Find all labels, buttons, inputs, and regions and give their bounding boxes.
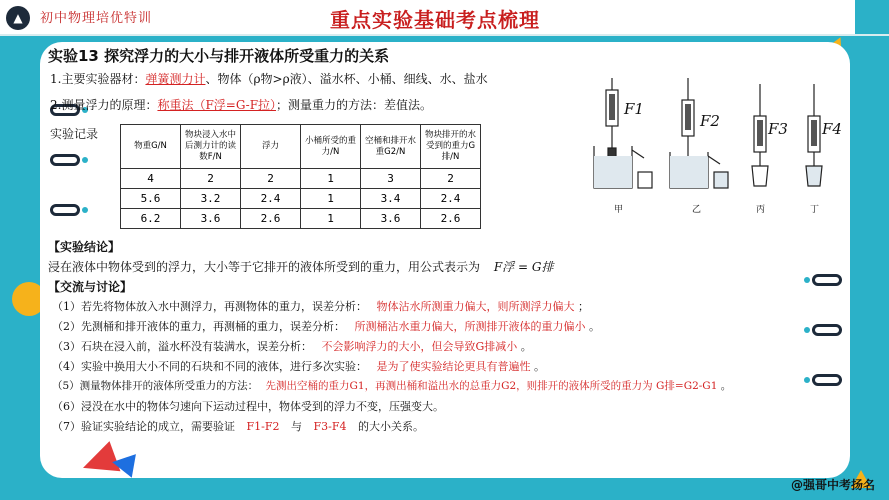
table-cell: 1 — [301, 169, 361, 189]
data-table — [120, 124, 481, 229]
table-cell: 1 — [301, 189, 361, 209]
answer-text-2: F3-F4 — [313, 420, 347, 433]
setup-yi — [670, 78, 728, 188]
setup-bing — [752, 84, 768, 186]
label-f1: F1 — [624, 100, 644, 118]
caption-ding: 丁 — [810, 205, 820, 215]
corner-decoration — [855, 0, 889, 34]
table-cell: 3.6 — [181, 209, 241, 229]
answer-tail: ； — [578, 300, 589, 313]
discussion-item — [52, 338, 532, 354]
ring-icon — [50, 154, 80, 166]
question-text: （1）若先将物体放入水中测浮力，再测物体的重力，误差分析： — [52, 300, 367, 313]
answer-tail: 的大小关系。 — [357, 420, 424, 433]
table-cell: 5.6 — [121, 189, 181, 209]
hole-icon — [82, 207, 88, 213]
principle-answer: 称重法（F浮=G-F拉） — [157, 98, 277, 112]
table-header-row — [121, 125, 481, 169]
principle-prefix: 2.测量浮力的原理： — [50, 98, 158, 112]
record-label: 实验记录 — [50, 127, 99, 141]
table-cell: 1 — [301, 209, 361, 229]
answer-mid: 与 — [290, 420, 302, 433]
hole-icon — [804, 327, 810, 333]
ring-icon — [812, 324, 842, 336]
hole-icon — [804, 377, 810, 383]
brand-label: 初中物理培优特训 — [40, 11, 153, 26]
setup-jia — [594, 78, 652, 188]
conclusion-text — [48, 258, 553, 275]
answer-text: 所测桶沾水重力偏大，所测排开液体的重力偏小 — [354, 320, 586, 333]
ring-icon — [812, 274, 842, 286]
caption-bing: 丙 — [756, 205, 766, 215]
question-text: （5）测量物体排开的液体所受重力的方法： — [52, 380, 259, 392]
setup-ding — [806, 84, 822, 186]
table-header: 浮力 — [241, 125, 301, 169]
answer-tail: 。 — [589, 320, 600, 333]
discussion-item — [52, 298, 589, 314]
discussion-item — [52, 358, 545, 374]
equipment-rest: 、物体（ρ物>ρ液）、溢水杯、小桶、细线、水、盐水 — [205, 72, 488, 86]
principle-line — [50, 96, 432, 113]
table-row — [121, 189, 481, 209]
equipment-answer: 弹簧测力计 — [145, 72, 206, 86]
table-header: 物块浸入水中后测力计的读数F/N — [181, 125, 241, 169]
table-cell: 3.6 — [361, 209, 421, 229]
answer-tail: 。 — [520, 340, 532, 353]
experiment-figure — [584, 76, 854, 226]
discussion-item — [52, 318, 600, 334]
table-cell: 2.6 — [421, 209, 481, 229]
table-cell: 3.4 — [361, 189, 421, 209]
answer-text: 不会影响浮力的大小，但会导致G排减小 — [321, 340, 518, 353]
table-cell: 3 — [361, 169, 421, 189]
table-cell: 2 — [241, 169, 301, 189]
equipment-prefix: 1.主要实验器材： — [50, 72, 146, 86]
label-f4: F4 — [822, 120, 842, 138]
caption-jia: 甲 — [614, 205, 624, 215]
table-row — [121, 169, 481, 189]
answer-text: F1-F2 — [246, 420, 280, 433]
conclusion-body: 浸在液体中物体受到的浮力，大小等于它排开的液体所受到的重力，用公式表示为 — [48, 260, 481, 274]
question-text: （2）先测桶和排开液体的重力，再测桶的重力，误差分析： — [52, 320, 345, 333]
question-text: （6）浸没在水中的物体匀速向下运动过程中，物体受到的浮力不变，压强变大。 — [52, 400, 444, 413]
graduation-cap-icon: ▲ — [6, 6, 30, 30]
question-text: （3）石块在浸入前，溢水杯没有装满水，误差分析： — [52, 340, 312, 353]
table-header: 物重G/N — [121, 125, 181, 169]
table-cell: 2 — [421, 169, 481, 189]
blue-triangle-decoration — [110, 450, 136, 477]
discussion-heading: 【交流与讨论】 — [48, 280, 133, 294]
table-cell: 2.6 — [241, 209, 301, 229]
ring-icon — [812, 374, 842, 386]
table-header: 小桶所受的重力/N — [301, 125, 361, 169]
answer-text: 物体沾水所测重力偏大，则所测浮力偏大 — [376, 300, 575, 313]
ring-icon — [50, 204, 80, 216]
label-f3: F3 — [768, 120, 788, 138]
question-text: （4）实验中换用大小不同的石块和不同的液体，进行多次实验： — [52, 360, 367, 373]
caption-yi: 乙 — [692, 205, 702, 215]
answer-tail: 。 — [534, 360, 545, 373]
table-cell: 2 — [181, 169, 241, 189]
hole-icon — [804, 277, 810, 283]
conclusion-formula: F浮 = G排 — [493, 260, 554, 274]
table-cell: 4 — [121, 169, 181, 189]
table-cell: 6.2 — [121, 209, 181, 229]
watermark: @强哥中考扬名 — [790, 478, 875, 492]
table-cell: 2.4 — [421, 189, 481, 209]
table-header: 物块排开的水受到的重力G排/N — [421, 125, 481, 169]
table-header: 空桶和排开水重G2/N — [361, 125, 421, 169]
conclusion-heading: 【实验结论】 — [48, 240, 121, 254]
label-f2: F2 — [700, 112, 720, 130]
hole-icon — [82, 157, 88, 163]
discussion-item — [52, 378, 731, 393]
answer-text: 是为了使实验结论更具有普遍性 — [376, 360, 531, 373]
discussion-item — [52, 418, 424, 434]
equipment-line — [50, 70, 488, 87]
page-title: 重点实验基础考点梳理 — [330, 8, 540, 32]
header-divider — [0, 34, 889, 36]
table-cell: 3.2 — [181, 189, 241, 209]
principle-rest: ；测量重力的方法：差值法。 — [276, 98, 433, 112]
answer-text: 先测出空桶的重力G1，再测出桶和溢出水的总重力G2，则排开的液体所受的重力为 G排=G2-G1 — [265, 380, 718, 392]
question-text: （7）验证实验结论的成立，需要验证 — [52, 420, 235, 433]
experiment-title: 实验13 探究浮力的大小与排开液体所受重力的关系 — [48, 47, 390, 65]
table-row — [121, 209, 481, 229]
table-cell: 2.4 — [241, 189, 301, 209]
discussion-item — [52, 398, 444, 414]
answer-tail: 。 — [720, 380, 732, 392]
